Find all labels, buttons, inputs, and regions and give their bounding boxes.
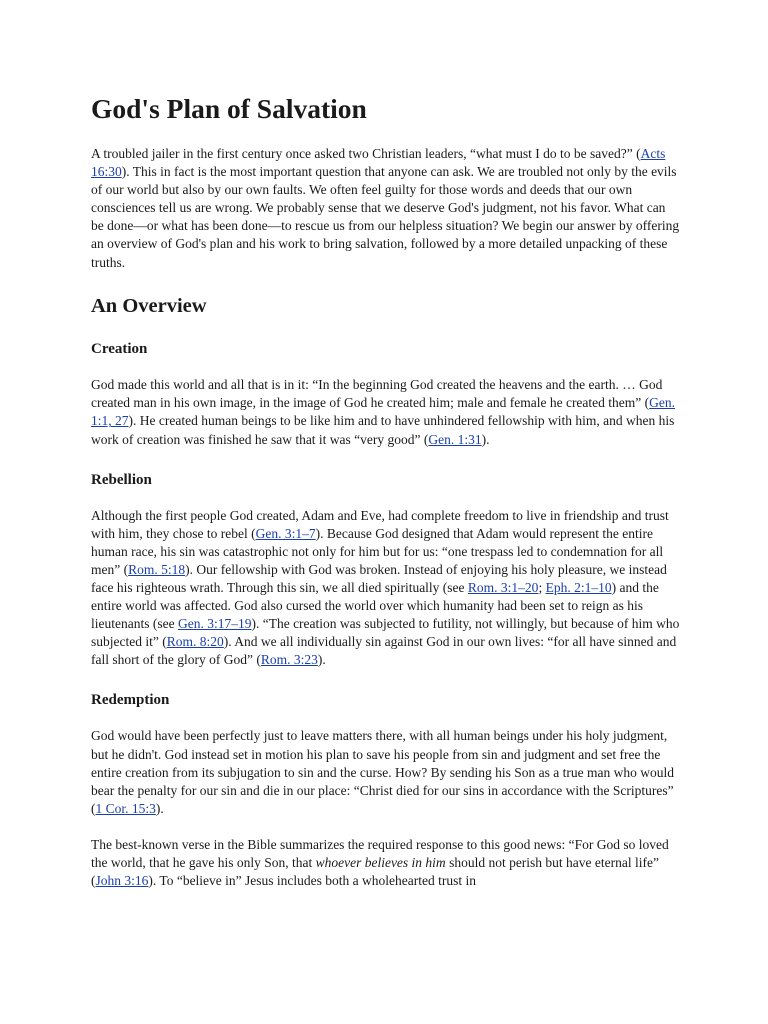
text-run: ) and the entire world was affected. God also cursed the world over which humanity had been set to reign as his lieutenants (see — [91, 580, 659, 632]
intro-paragraph — [91, 145, 681, 272]
scripture-link-acts-16-30[interactable]: Acts 16:30 — [91, 146, 666, 180]
scripture-link-1-cor-15-3[interactable]: 1 Cor. 15:3 — [95, 800, 156, 816]
scripture-link-gen-3-1-7[interactable]: Gen. 3:1–7 — [255, 525, 316, 541]
text-run: A troubled jailer in the first century once asked two Christian leaders, “what must I do to be saved?” ( — [91, 146, 641, 161]
scripture-link-gen-1-31[interactable]: Gen. 1:31 — [428, 431, 482, 447]
page-title: God's Plan of Salvation — [91, 93, 367, 124]
text-run: ). And we all individually sin against God in our own lives: “for all have sinned and fall short of the glory of God” ( — [91, 634, 677, 668]
emphasis-text: whoever believes in him — [315, 855, 446, 871]
rebellion-heading: Rebellion — [91, 471, 152, 488]
rebellion-paragraph — [91, 507, 681, 670]
text-run: ). “The creation was subjected to futility, not willingly, but because of him who subjected it” ( — [91, 616, 680, 650]
text-run: should not perish but have eternal life” ( — [91, 855, 659, 889]
scripture-link-gen-1-1-27[interactable]: Gen. 1:1, 27 — [91, 395, 676, 429]
redemption-paragraph-2 — [91, 836, 681, 890]
redemption-paragraph-1 — [91, 727, 681, 817]
text-run: ). He created human beings to be like him and to have unhindered fellowship with him, and when his work of creation was finished he saw that it was “very good” ( — [91, 413, 675, 447]
scripture-link-john-3-16[interactable]: John 3:16 — [95, 873, 149, 889]
text-run: ). Because God designed that Adam would represent the entire human race, his sin was catastrophic not only for him but for us: “one trespass led to condemnation for all men” ( — [91, 525, 664, 577]
text-run: ). — [317, 652, 326, 668]
scripture-link-rom-3-23[interactable]: Rom. 3:23 — [260, 652, 318, 668]
text-run: ). This in fact is the most important question that anyone can ask. We are troubled not only by the evils of our world but also by our own faults. We often feel guilty for those words and deeds that our own consciences tell us are wrong. We probably sense that we deserve God's judgment, not his favor. What can be done—or what has been done—to rescue us from our helpless situation? We begin our answer by offering an overview of God's plan and his work to bring salvation, followed by a more detailed unpacking of these truths. — [91, 164, 680, 270]
redemption-heading: Redemption — [91, 692, 170, 709]
scripture-link-rom-3-1-20[interactable]: Rom. 3:1–20 — [467, 580, 539, 595]
creation-heading: Creation — [91, 341, 148, 358]
scripture-link-gen-3-17-19[interactable]: Gen. 3:17–19 — [177, 616, 252, 632]
text-run: The best-known verse in the Bible summarizes the required response to this good news: “For God so loved the world, that he gave his only Son, that — [91, 836, 669, 871]
creation-paragraph — [91, 376, 681, 448]
scripture-link-eph-2-1-10[interactable]: Eph. 2:1–10 — [545, 580, 612, 595]
overview-heading: An Overview — [91, 294, 207, 317]
text-run: ). Our fellowship with God was broken. Instead of enjoying his holy pleasure, we instead face his righteous wrath. Through this sin, we all died spiritually (see — [91, 561, 667, 595]
scripture-link-rom-8-20[interactable]: Rom. 8:20 — [166, 634, 224, 650]
text-run: ). To “believe in” Jesus includes both a wholehearted trust in — [148, 873, 476, 889]
text-run: ). — [481, 431, 490, 447]
text-run: ; — [538, 580, 546, 595]
text-run: God would have been perfectly just to leave matters there, with all human beings under his holy judgment, but he didn't. God instead set in motion his plan to save his people from sin and judgment and set free the entire creation from its subjugation to sin and the curse. How? By sending his Son as a true man who would bear the penalty for our sin and die in our place: “Christ died for our sins in accordance with the Scriptures” ( — [91, 728, 675, 816]
scripture-link-rom-5-18[interactable]: Rom. 5:18 — [128, 561, 186, 577]
text-run: Although the first people God created, Adam and Eve, had complete freedom to live in friendship and trust with him, they chose to rebel ( — [91, 507, 669, 541]
text-run: God made this world and all that is in it: “In the beginning God created the heavens and the earth. … God created man in his own image, in the image of God he created him; male and female he created them” ( — [91, 377, 663, 411]
text-run: ). — [155, 800, 164, 816]
